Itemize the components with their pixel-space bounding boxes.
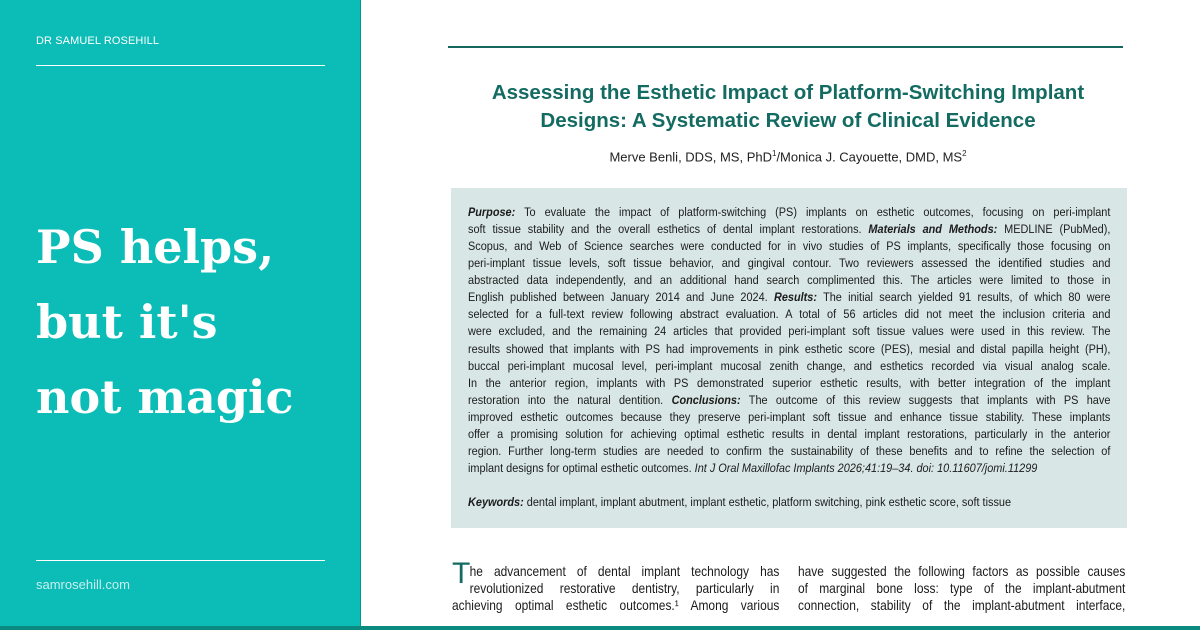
abstract-text-segment: The initial search yielded 91 results, of which 80 were	[817, 290, 1111, 305]
abstract-text-segment: region. Further long-term studies are needed to confirm the sustainability of these benefits and to refine the selection of	[468, 443, 1111, 458]
abstract-text-segment: MEDLINE (PubMed),	[997, 222, 1111, 237]
affiliation-1: 1	[771, 149, 777, 158]
abstract-text-segment: Scopus, and Web of Science searches were conducted for in vivo studies of PS implants, specifically those focusing on	[468, 239, 1111, 254]
abstract-text	[468, 204, 1110, 477]
title-line: Designs: A Systematic Review of Clinical Evidence	[540, 109, 1036, 132]
headline-line: not magic	[36, 370, 294, 424]
author-name: DR SAMUEL ROSEHILL	[36, 35, 160, 47]
body-column-2	[798, 563, 1125, 614]
abstract-line	[468, 323, 1110, 340]
citation: Int J Oral Maxillofac Implants 2026;41:19–34. doi: 10.11607/jomi.11299	[694, 460, 1038, 475]
sidebar	[0, 0, 361, 630]
abstract-line	[468, 358, 1110, 375]
keywords-label: Keywords:	[468, 495, 524, 509]
body-line: connection, stability of the implant-abutment interface,	[798, 598, 1126, 613]
abstract-text-segment: improved esthetic outcomes because they preserve peri-implant soft tissue and enhance tissue stability. These implants	[468, 409, 1111, 424]
abstract-text-segment: abstracted data independently, and an additional hand search complimented this. The articles were limited to those in	[468, 273, 1111, 288]
divider	[36, 65, 325, 66]
abstract-text-segment: English published between January 2014 and June 2024.	[468, 290, 774, 305]
abstract-text-segment: soft tissue stability and the overall esthetics of dental implant restorations.	[468, 222, 869, 237]
abstract-section-label: Materials and Methods:	[868, 222, 998, 237]
abstract-line	[468, 272, 1110, 289]
headline	[36, 210, 356, 435]
abstract-text-segment: results showed that implants with PS had improvements in pink esthetic score (PES), mesial and distal papilla height (PH),	[468, 341, 1111, 356]
abstract-text-segment: The outcome of this review suggests that implants with PS have	[740, 392, 1111, 407]
abstract-text-segment: In the anterior region, implants with PS demonstrated superior esthetic results, with better integration of the implant	[468, 375, 1111, 390]
abstract-section-label: Purpose:	[468, 205, 516, 219]
abstract-text-segment: To evaluate the impact of platform-switching (PS) implants on esthetic outcomes, focusing on peri-implant	[515, 205, 1111, 219]
site-link[interactable]: samrosehill.com	[36, 577, 130, 592]
body-line: revolutionized restorative dentistry, particularly in	[469, 581, 780, 596]
abstract-section-label: Conclusions:	[671, 392, 741, 407]
abstract-line	[468, 204, 1110, 221]
abstract-text-segment: buccal peri-implant mucosal level, peri-implant mucosal zenith change, and esthetics recorded via visual analog scale.	[468, 358, 1111, 373]
abstract-line	[468, 238, 1110, 255]
title-line: Assessing the Esthetic Impact of Platform-Switching Implant	[491, 81, 1085, 104]
abstract-line	[468, 392, 1110, 409]
body-line: of marginal bone loss: type of the implant-abutment	[798, 581, 1126, 596]
author-2: /Monica J. Cayouette, DMD, MS	[776, 149, 963, 165]
keywords	[468, 494, 1110, 511]
bottom-bar	[0, 626, 1200, 630]
abstract-text-segment: were excluded, and the remaining 24 articles that provided peri-implant soft tissue values were used in this review. The	[468, 324, 1111, 339]
abstract-line	[468, 221, 1110, 238]
abstract-line	[468, 306, 1110, 323]
headline-line: but it's	[36, 295, 218, 349]
abstract-text-segment: restoration into the natural dentition.	[468, 392, 672, 407]
abstract-text-segment: implant designs for optimal esthetic outcomes.	[468, 460, 695, 475]
abstract-line	[468, 341, 1110, 358]
article-title	[448, 79, 1128, 135]
article-authors	[448, 149, 1128, 164]
abstract-line	[468, 426, 1110, 443]
keywords-list: dental implant, implant abutment, implant esthetic, platform switching, pink esthetic score, soft tissue	[523, 495, 1012, 509]
body-line: achieving optimal esthetic outcomes.¹ Among various	[452, 598, 780, 613]
abstract-section-label: Results:	[773, 290, 818, 305]
affiliation-2: 2	[962, 149, 967, 158]
body-line: have suggested the following factors as possible causes	[798, 564, 1126, 579]
body-line: he advancement of dental implant technology has	[469, 564, 780, 579]
top-rule	[448, 46, 1123, 48]
abstract-text-segment: peri-implant tissue levels, soft tissue behavior, and gingival contour. Two reviewers assessed the identified studies and	[468, 256, 1111, 271]
abstract-line	[468, 255, 1110, 272]
divider	[36, 560, 325, 561]
drop-cap: T	[452, 557, 471, 590]
headline-line: PS helps,	[36, 220, 275, 274]
body-column-1	[452, 563, 779, 614]
abstract-line	[468, 409, 1110, 426]
abstract-text-segment: selected for a full-text review following abstract evaluation. A total of 56 articles did not meet the inclusion criteria and	[468, 307, 1111, 322]
abstract-line	[468, 443, 1110, 460]
abstract-line	[468, 289, 1110, 306]
abstract-line	[468, 460, 1110, 477]
author-1: Merve Benli, DDS, MS, PhD	[609, 149, 772, 165]
abstract-line	[468, 375, 1110, 392]
abstract-box	[451, 188, 1127, 528]
abstract-text-segment: offer a promising solution for achieving optimal esthetic results in dental implant restorations, particularly in the anterior	[468, 426, 1111, 441]
